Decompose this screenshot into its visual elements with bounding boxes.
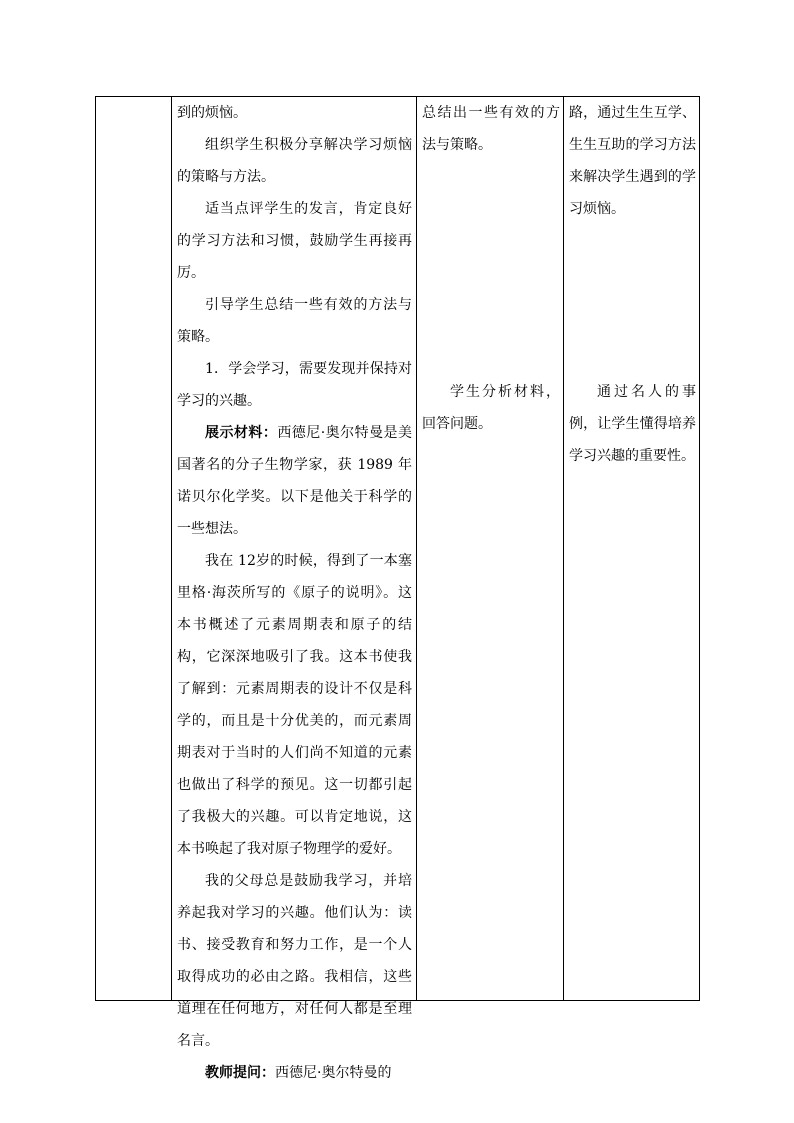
design-intent-text-1 — [569, 97, 696, 225]
student-activity-text-2 — [422, 376, 560, 440]
material-text: 西德尼·奥尔特曼是美国著名的分子生物学家，获 1989 年诺贝尔化学奖。以下是他关于科学的一些想法。 — [177, 425, 413, 537]
table-column-student-activity — [416, 97, 563, 1000]
table-column-stage — [96, 97, 171, 1000]
quote-paragraph: 我在 12岁的时候，得到了一本塞里格·海茨所写的《原子的说明》。这本书概述了元素周期表和原子的结构，它深深地吸引了我。这本书使我了解到：元素周期表的设计不仅是科学的，而且是十分优美的，而元素周期表对于当时的人们尚不知道的元素也做出了科学的预见。这一切都引起了我极大的兴趣。可以肯定地说，这本书唤起了我对原子物理学的爱好。 — [177, 553, 412, 857]
intent-paragraph: 路，通过生生互学、生生互助的学习方法来解决学生遇到的学习烦恼。 — [569, 105, 696, 217]
intent-paragraph: 通过名人的事例，让学生懂得培养学习兴趣的重要性。 — [569, 384, 696, 464]
student-activity-text-1 — [422, 97, 560, 161]
material-paragraph — [177, 417, 412, 545]
teacher-paragraph: 1．学会学习，需要发现并保持对学习的兴趣。 — [177, 361, 412, 409]
teacher-paragraph: 引导学生总结一些有效的方法与策略。 — [177, 297, 412, 345]
student-paragraph: 学生分析材料，回答问题。 — [422, 384, 560, 432]
table-column-teacher-activity — [171, 97, 416, 1081]
question-paragraph — [177, 1057, 412, 1089]
teacher-activity-text — [177, 97, 412, 1089]
teacher-paragraph: 适当点评学生的发言，肯定良好的学习方法和习惯，鼓励学生再接再厉。 — [177, 201, 412, 281]
question-label: 教师提问： — [205, 1065, 275, 1081]
quote-paragraph: 我的父母总是鼓励我学习，并培养起我对学习的兴趣。他们认为：读书、接受教育和努力工作，是一个人取得成功的必由之路。我相信，这些道理在任何地方，对任何人都是至理名言。 — [177, 873, 412, 1049]
lesson-plan-table — [95, 96, 700, 1081]
teacher-paragraph: 组织学生积极分享解决学习烦恼的策略与方法。 — [177, 137, 412, 185]
table-column-design-intent — [563, 97, 699, 1000]
design-intent-text-2 — [569, 376, 696, 472]
question-text: 西德尼·奥尔特曼的 — [275, 1065, 392, 1081]
material-label: 展示材料： — [205, 425, 278, 441]
teacher-paragraph: 到的烦恼。 — [177, 105, 247, 121]
student-paragraph: 总结出一些有效的方法与策略。 — [422, 105, 560, 153]
